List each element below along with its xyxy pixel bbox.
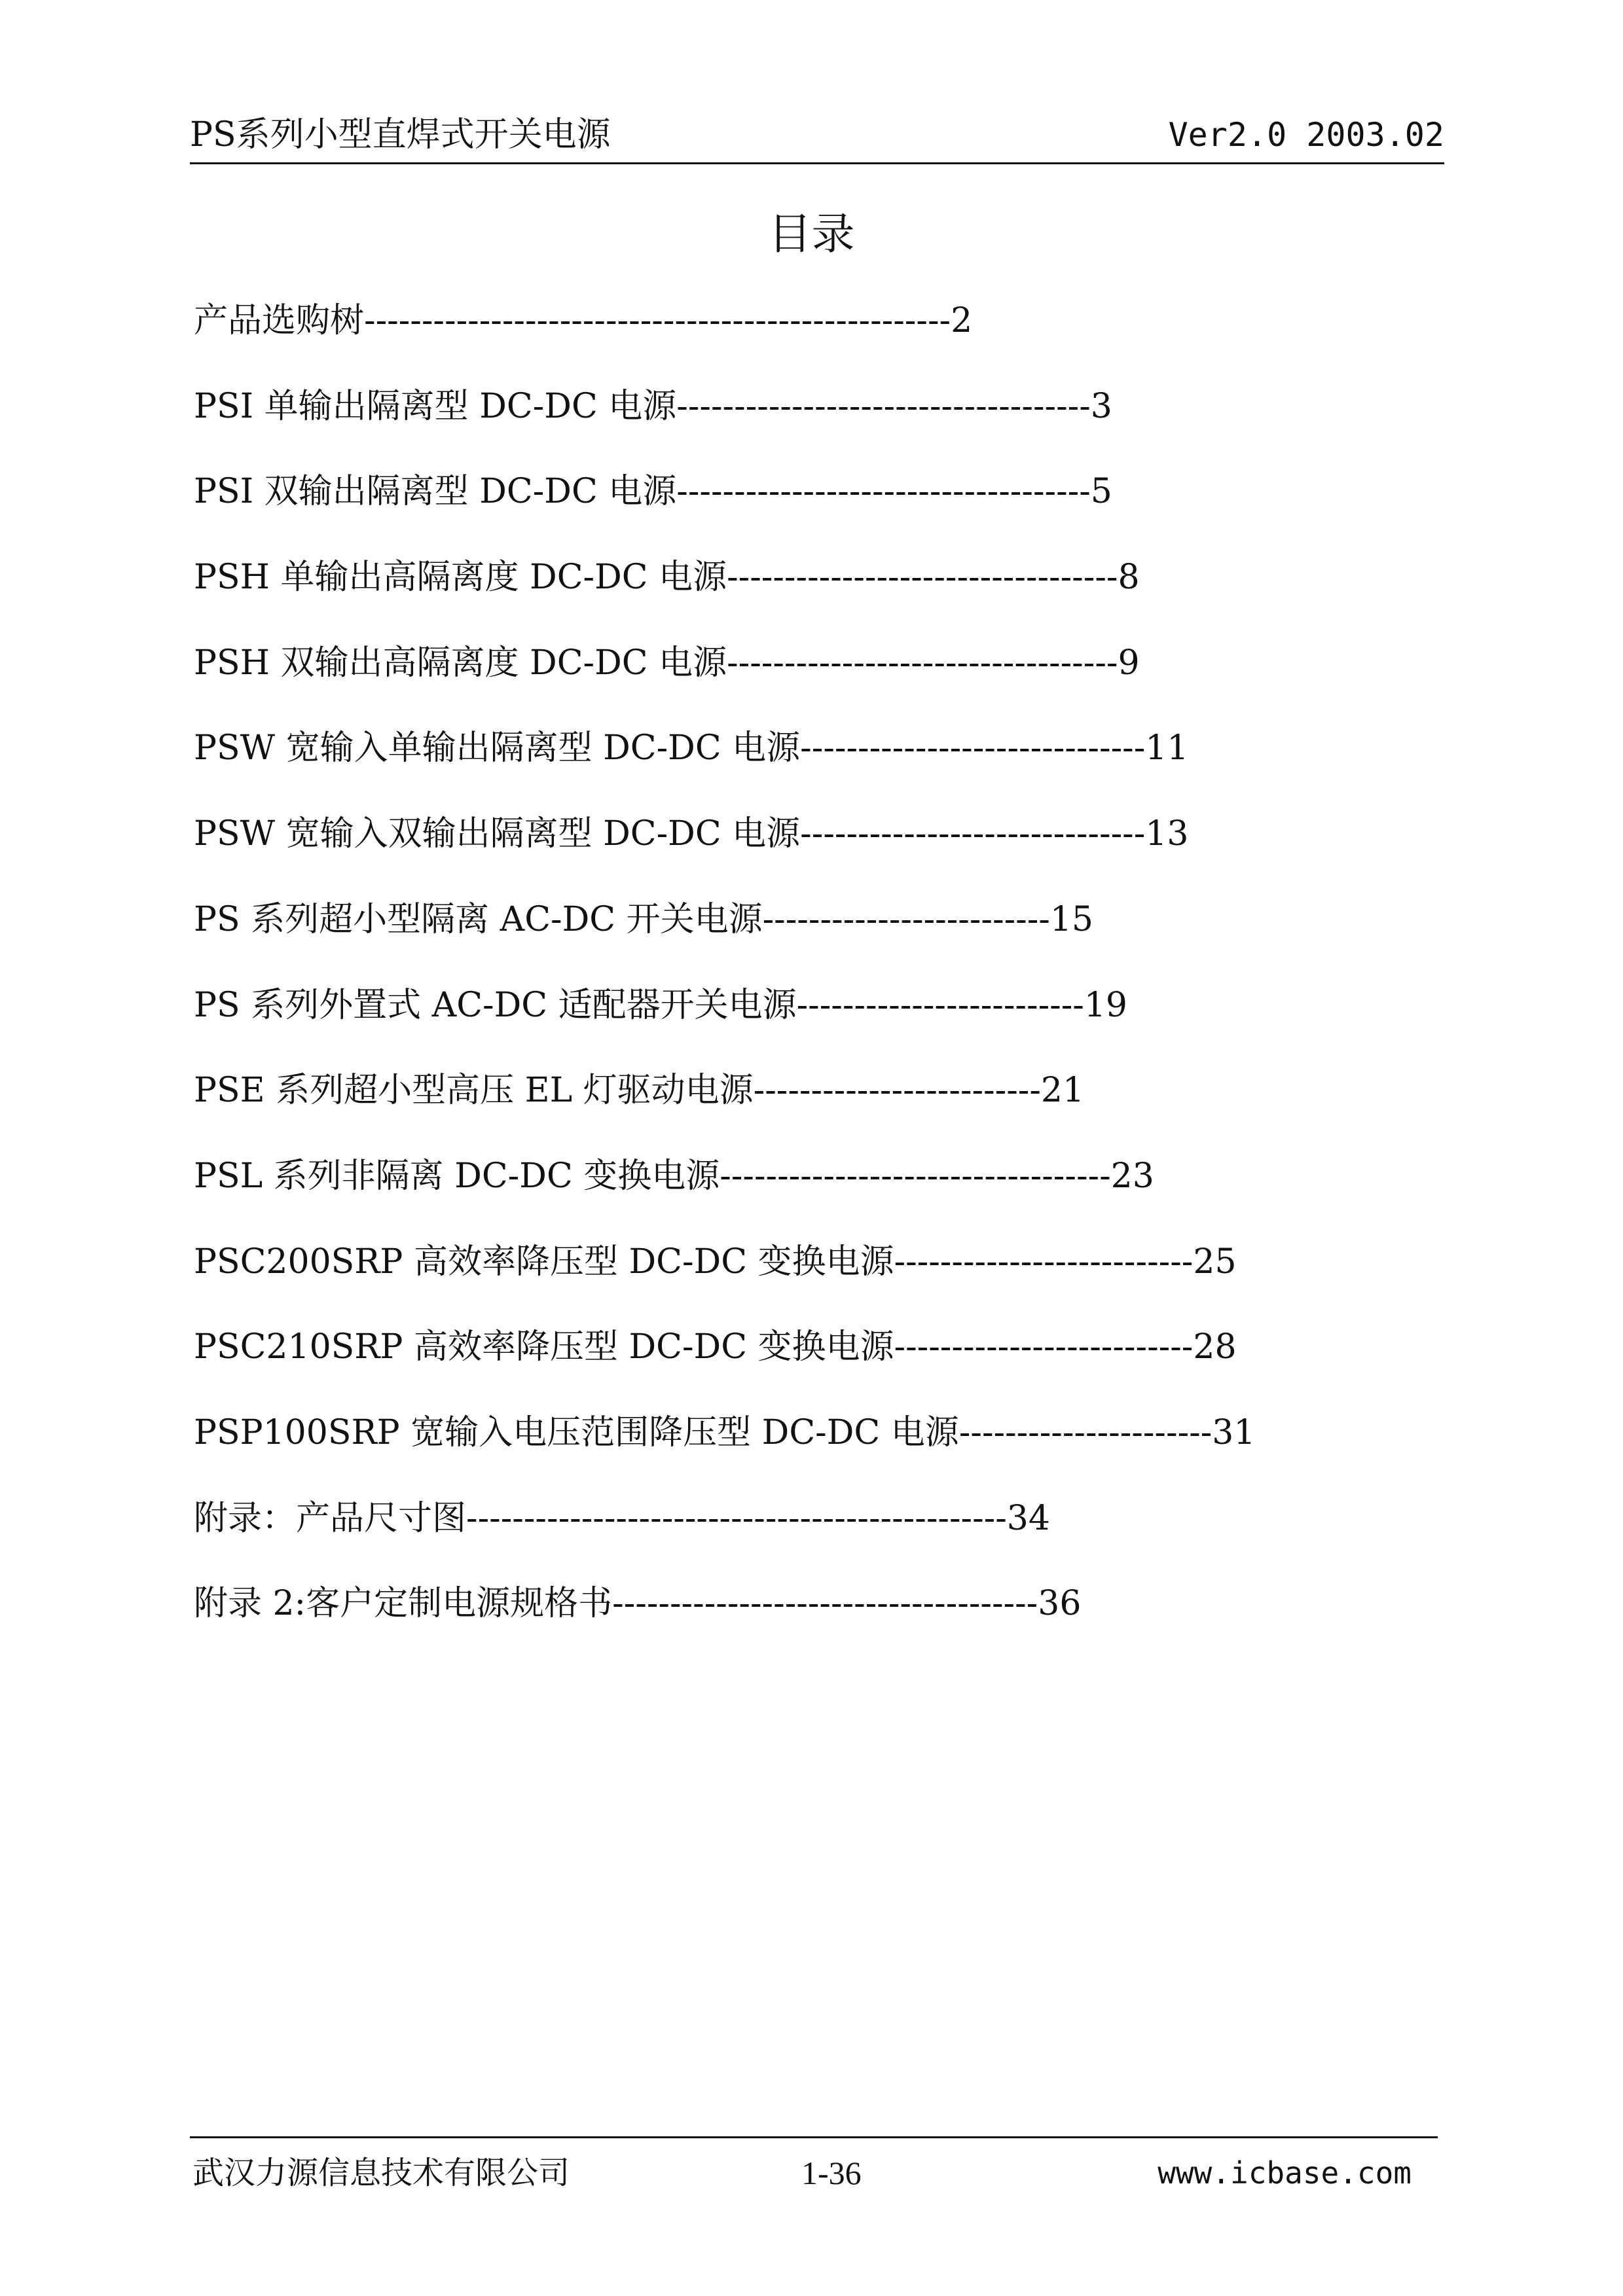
toc-entry-text: 附录 2:客户定制电源规格书-------------------------------------36 [194, 1584, 1082, 1624]
toc-entry[interactable] [194, 1149, 1425, 1234]
toc-entry-text: PSC200SRP 高效率降压型 DC-DC 变换电源--------------------------25 [194, 1242, 1237, 1282]
toc-entry[interactable] [194, 721, 1425, 806]
toc-entry-text: PSI 单输出隔离型 DC-DC 电源------------------------------------3 [194, 386, 1112, 426]
toc-entry-text: PS 系列外置式 AC-DC 适配器开关电源-------------------------19 [194, 985, 1128, 1025]
toc-entry[interactable] [194, 293, 1425, 379]
footer-rule [190, 2136, 1438, 2138]
toc-entry[interactable] [194, 1234, 1425, 1320]
toc-entry-text: PSH 单输出高隔离度 DC-DC 电源----------------------------------8 [194, 558, 1140, 598]
footer-company: 武汉力源信息技术有限公司 [192, 2155, 570, 2191]
toc-entry[interactable] [194, 1319, 1425, 1405]
toc-entry[interactable] [194, 1405, 1425, 1491]
toc-entry[interactable] [194, 1576, 1425, 1662]
toc-entry[interactable] [194, 379, 1425, 465]
page-title: 目录 [768, 209, 855, 259]
header-rule [190, 162, 1444, 164]
toc-entry[interactable] [194, 550, 1425, 636]
toc-entry[interactable] [194, 464, 1425, 550]
header-doc-title: PS系列小型直焊式开关电源 [190, 115, 611, 154]
toc-entry[interactable] [194, 636, 1425, 721]
page-header [190, 111, 1444, 166]
toc-entry-text: 附录：产品尺寸图-----------------------------------------------34 [194, 1498, 1050, 1538]
toc-entry-text: PSL 系列非隔离 DC-DC 变换电源----------------------------------23 [194, 1156, 1154, 1196]
toc-entry-text: PSP100SRP 宽输入电压范围降压型 DC-DC 电源----------------------31 [194, 1412, 1256, 1452]
toc-entry-text: 产品选购树---------------------------------------------------2 [194, 301, 973, 340]
toc-entry[interactable] [194, 806, 1425, 892]
page-number: 1-36 [801, 2155, 862, 2191]
toc-entry-text: PSE 系列超小型高压 EL 灯驱动电源-------------------------21 [194, 1071, 1085, 1111]
table-of-contents [194, 293, 1425, 1662]
toc-entry-text: PSW 宽输入单输出隔离型 DC-DC 电源------------------------------11 [194, 728, 1189, 768]
footer-website: www.icbase.com [1158, 2155, 1412, 2191]
header-version-date: Ver2.0 2003.02 [1168, 116, 1444, 154]
toc-entry-text: PSH 双输出高隔离度 DC-DC 电源----------------------------------9 [194, 643, 1140, 683]
toc-entry[interactable] [194, 978, 1425, 1064]
toc-entry-text: PSI 双输出隔离型 DC-DC 电源------------------------------------5 [194, 472, 1112, 512]
toc-entry-text: PSW 宽输入双输出隔离型 DC-DC 电源------------------------------13 [194, 814, 1189, 854]
toc-entry[interactable] [194, 1063, 1425, 1149]
toc-entry-text: PSC210SRP 高效率降压型 DC-DC 变换电源--------------------------28 [194, 1327, 1237, 1367]
page-footer [190, 2136, 1438, 2195]
toc-entry[interactable] [194, 892, 1425, 978]
toc-entry-text: PS 系列超小型隔离 AC-DC 开关电源-------------------------15 [194, 899, 1094, 939]
toc-entry[interactable] [194, 1491, 1425, 1577]
